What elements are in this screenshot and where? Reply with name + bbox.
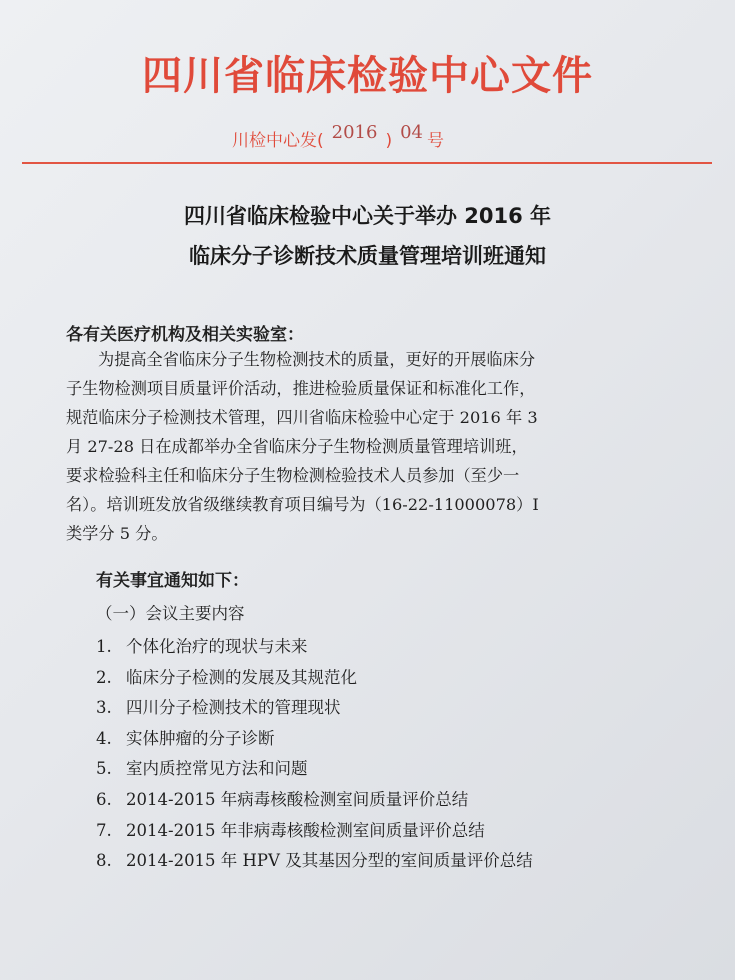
- agenda-item: [96, 817, 533, 848]
- doc-number-suffix: 号: [427, 131, 444, 151]
- agenda-item: [96, 694, 533, 725]
- doc-number-value: 04: [400, 122, 423, 143]
- body-line: 名）。培训班发放省级继续教育项目编号为（16-22-11000078）I: [66, 495, 539, 514]
- body-line: 规范临床分子检测技术管理，四川省临床检验中心定于 2016 年 3: [66, 408, 538, 427]
- body-line: 为提高全省临床分子生物检测技术的质量，更好的开展临床分: [98, 350, 536, 369]
- agenda-item-text: 四川分子检测技术的管理现状: [126, 698, 341, 718]
- agenda-item-text: 2014-2015 年病毒核酸检测室间质量评价总结: [126, 789, 469, 809]
- agenda-item-number: 6.: [96, 789, 112, 809]
- agenda-item-number: 1.: [96, 637, 112, 656]
- agenda-item-number: 8.: [96, 851, 112, 871]
- agenda-item-text: 室内质控常见方法和问题: [126, 759, 308, 779]
- agenda-item-number: 4.: [96, 728, 112, 748]
- body-line: 子生物检测项目质量评价活动，推进检验质量保证和标准化工作，: [66, 379, 536, 398]
- agenda-item-number: 7.: [96, 820, 112, 840]
- document-header-title: 四川省临床检验中心文件: [142, 53, 593, 99]
- agenda-item-number: 3.: [96, 698, 112, 718]
- agenda-list: [96, 633, 533, 878]
- doc-number-paren-open: (: [317, 131, 324, 151]
- body-line: 月 27-28 日在成都举办全省临床分子生物检测质量管理培训班，: [66, 437, 528, 456]
- agenda-item-text: 临床分子检测的发展及其规范化: [126, 667, 357, 687]
- agenda-item-text: 2014-2015 年 HPV 及其基因分型的室间质量评价总结: [126, 851, 533, 871]
- body-line: 要求检验科主任和临床分子生物检测检验技术人员参加（至少一: [66, 466, 520, 485]
- body-line: 类学分 5 分。: [66, 524, 168, 543]
- doc-number-year: 2016: [331, 122, 378, 143]
- agenda-item-number: 2.: [96, 667, 112, 687]
- body-paragraph: [66, 345, 674, 548]
- doc-number-paren-close: ): [385, 131, 393, 151]
- notice-title-line-1: 四川省临床检验中心关于举办 2016 年: [183, 204, 552, 228]
- agenda-item-text: 个体化治疗的现状与未来: [126, 637, 308, 656]
- agenda-item-text: 2014-2015 年非病毒核酸检测室间质量评价总结: [126, 820, 485, 840]
- agenda-item: [96, 847, 533, 878]
- agenda-item: [96, 664, 533, 695]
- agenda-item: [96, 786, 533, 817]
- section-intro: 有关事宜通知如下：: [96, 571, 249, 591]
- header-divider: [22, 162, 712, 164]
- notice-title-line-2: 临床分子诊断技术质量管理培训班通知: [189, 244, 546, 268]
- doc-number-prefix: 川检中心发: [232, 131, 317, 151]
- agenda-item-number: 5.: [96, 759, 112, 779]
- salutation: 各有关医疗机构及相关实验室：: [66, 325, 304, 345]
- agenda-item-text: 实体肿瘤的分子诊断: [126, 728, 275, 748]
- agenda-item: [96, 755, 533, 786]
- document-number: [232, 122, 444, 151]
- agenda-item: [96, 633, 533, 664]
- agenda-item: [96, 725, 533, 756]
- section-heading: （一）会议主要内容: [96, 604, 245, 623]
